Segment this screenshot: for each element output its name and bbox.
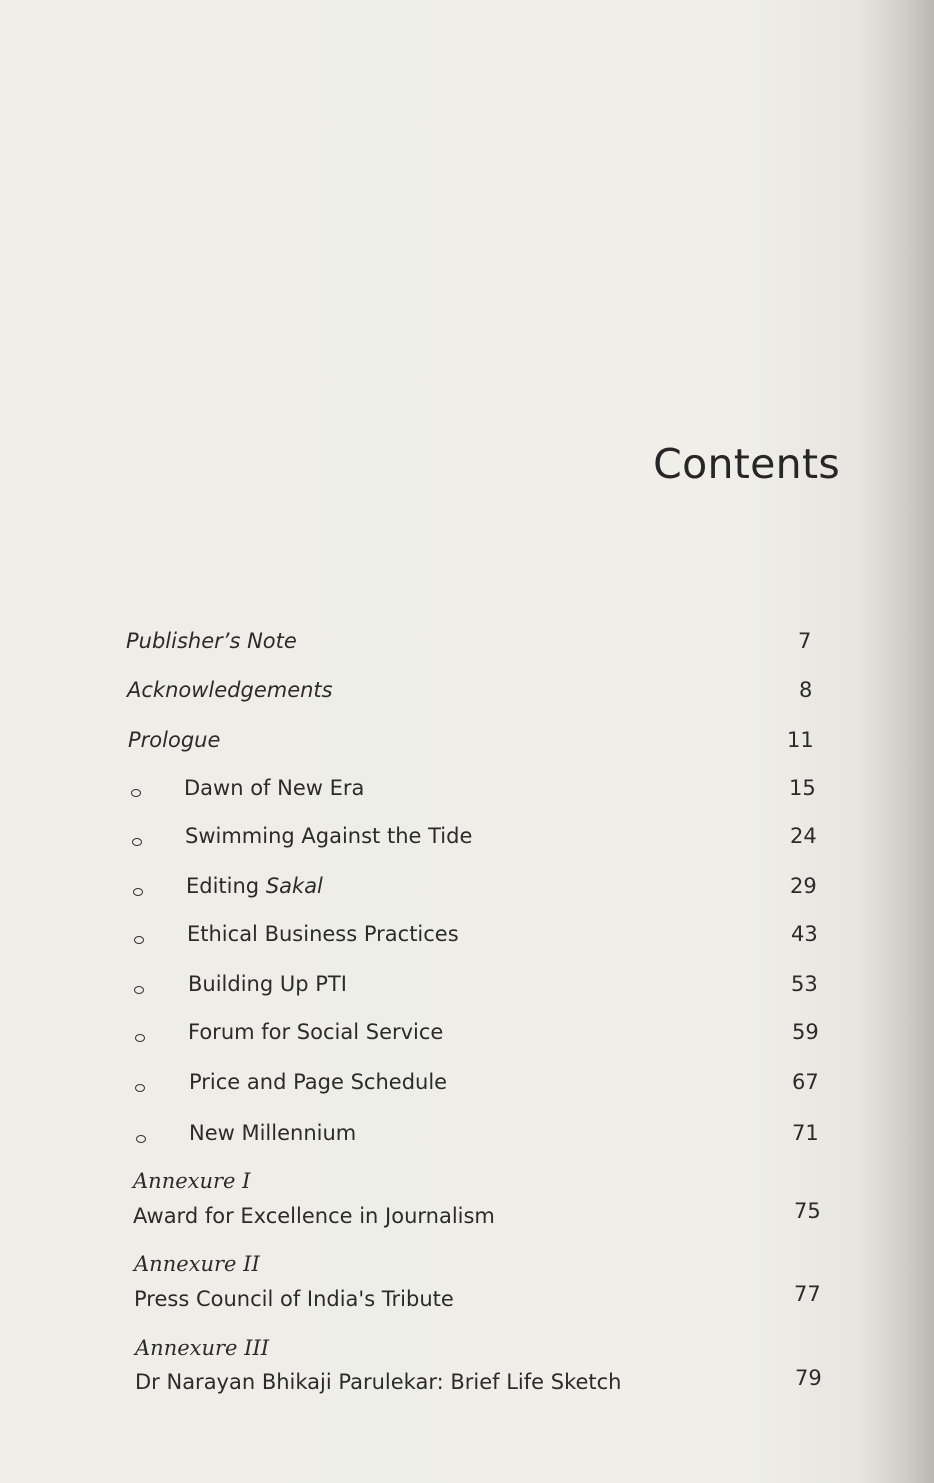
- bullet-icon: [136, 1135, 146, 1143]
- toc-entry-label: Building Up PTI: [188, 972, 347, 996]
- bullet-icon: [133, 888, 143, 896]
- toc-entry-label: Acknowledgements: [127, 678, 333, 702]
- toc-entry-page: 79: [795, 1366, 822, 1390]
- toc-entry-label: Swimming Against the Tide: [185, 824, 473, 848]
- toc-entry-page: 24: [790, 824, 817, 848]
- toc-entry-label: [186, 873, 323, 899]
- toc-entry-label: Price and Page Schedule: [189, 1070, 448, 1094]
- bullet-icon: [135, 1084, 145, 1092]
- page-title: Contents: [653, 440, 840, 488]
- toc-entry-page: 53: [791, 972, 818, 996]
- toc-entry-page: 15: [789, 776, 816, 800]
- toc-entry-page: 8: [799, 678, 813, 702]
- bullet-icon: [135, 1034, 145, 1042]
- toc-entry-label: Forum for Social Service: [188, 1020, 444, 1044]
- toc-entry-page: 11: [787, 728, 814, 752]
- toc-entry-page: 59: [792, 1020, 819, 1044]
- bullet-icon: [132, 838, 142, 846]
- toc-entry-label: Ethical Business Practices: [187, 922, 459, 946]
- toc-entry-label: New Millennium: [189, 1121, 357, 1145]
- toc-entry-page: 77: [794, 1282, 821, 1306]
- toc-entry-label-italic: Sakal: [265, 874, 323, 898]
- toc-entry-page: 71: [792, 1121, 819, 1145]
- toc-entry-label: Publisher’s Note: [126, 629, 297, 653]
- bullet-icon: [131, 789, 141, 797]
- bullet-icon: [134, 986, 144, 994]
- toc-entry-page: 67: [792, 1070, 819, 1094]
- toc-entry-page: 75: [794, 1199, 821, 1223]
- toc-entry-label: Prologue: [128, 728, 221, 752]
- annexure-name: Annexure II: [134, 1252, 260, 1276]
- toc-entry-page: 29: [790, 874, 817, 898]
- toc-entry-label-prefix: Editing: [186, 874, 266, 898]
- toc-entry-label: Award for Excellence in Journalism: [133, 1204, 495, 1228]
- toc-entry-label: Dawn of New Era: [184, 776, 365, 800]
- annexure-name: Annexure I: [133, 1169, 251, 1193]
- toc-entry-label: Dr Narayan Bhikaji Parulekar: Brief Life Sketch: [135, 1370, 622, 1394]
- toc-entry-label: Press Council of India's Tribute: [134, 1287, 454, 1311]
- toc-entry-page: 7: [798, 629, 812, 653]
- toc-entry-page: 43: [791, 922, 818, 946]
- bullet-icon: [134, 936, 144, 944]
- annexure-name: Annexure III: [135, 1336, 270, 1360]
